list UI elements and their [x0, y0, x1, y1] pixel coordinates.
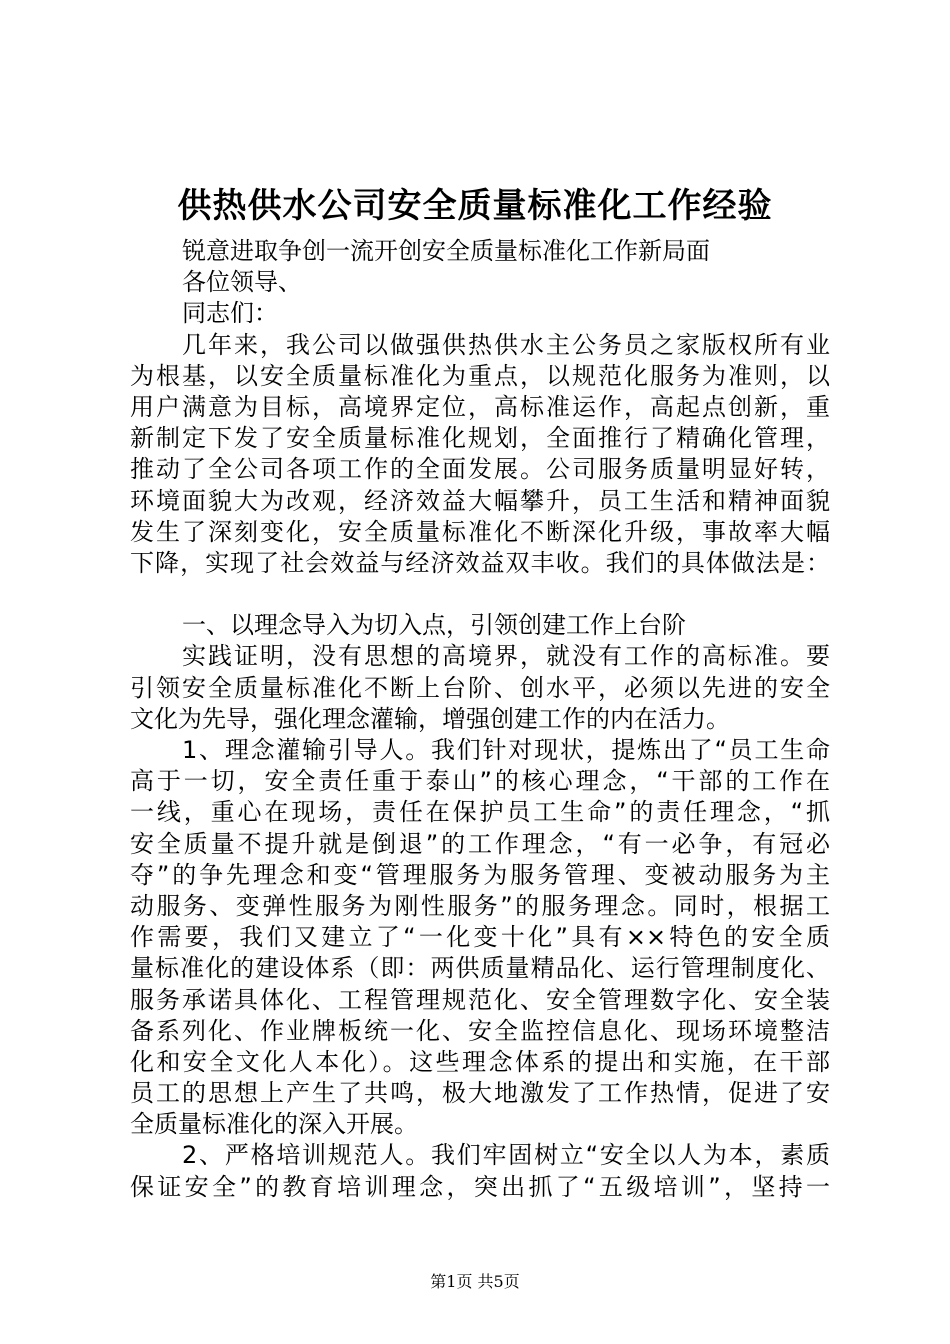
paragraph-line: 发生了深刻变化，安全质量标准化不断深化升级，事故率大幅 — [130, 517, 830, 546]
paragraph-line: 一线，重心在现场，责任在保护员工生命”的责任理念，“抓 — [130, 798, 830, 827]
paragraph-line: 为根基，以安全质量标准化为重点，以规范化服务为准则，以 — [130, 361, 830, 390]
page-footer: 第1页 共5页 — [430, 1272, 520, 1291]
subtitle: 锐意进取争创一流开创安全质量标准化工作新局面 — [182, 237, 710, 265]
paragraph-line: 文化为先导，强化理念灌输，增强创建工作的内在活力。 — [130, 704, 730, 733]
paragraph-line: 全质量标准化的深入开展。 — [130, 1110, 418, 1139]
paragraph-line: 保证安全”的教育培训理念，突出抓了“五级培训”，坚持一 — [130, 1172, 830, 1201]
paragraph-line: 1、理念灌输引导人。我们针对现状，提炼出了“员工生命 — [182, 736, 830, 764]
paragraph-line: 动服务、变弹性服务为刚性服务”的服务理念。同时，根据工 — [130, 891, 830, 920]
section-heading: 一、以理念导入为切入点，引领创建工作上台阶 — [182, 611, 686, 640]
paragraph-line: 夺”的争先理念和变“管理服务为服务管理、变被动服务为主 — [130, 860, 830, 889]
paragraph-line: 用户满意为目标，高境界定位，高标准运作，高起点创新，重 — [130, 392, 830, 421]
paragraph-line: 新制定下发了安全质量标准化规划，全面推行了精确化管理， — [130, 424, 830, 453]
document-title: 供热供水公司安全质量标准化工作经验 — [177, 186, 773, 226]
paragraph-line: 实践证明，没有思想的高境界，就没有工作的高标准。要 — [182, 642, 830, 671]
document-body — [130, 236, 830, 1203]
paragraph-line: 下降，实现了社会效益与经济效益双丰收。我们的具体做法是： — [130, 548, 830, 577]
paragraph-line: 高于一切，安全责任重于泰山”的核心理念，“干部的工作在 — [130, 767, 830, 796]
paragraph-line: 量标准化的建设体系（即：两供质量精品化、运行管理制度化、 — [130, 954, 830, 983]
paragraph-line: 作需要，我们又建立了“一化变十化”具有××特色的安全质 — [130, 923, 830, 952]
paragraph-line: 备系列化、作业牌板统一化、安全监控信息化、现场环境整洁 — [130, 1016, 830, 1045]
salutation-line: 各位领导、 — [182, 268, 302, 297]
paragraph-line: 2、严格培训规范人。我们牢固树立“安全以人为本，素质 — [182, 1141, 830, 1170]
paragraph-line: 环境面貌大为改观，经济效益大幅攀升，员工生活和精神面貌 — [130, 486, 830, 515]
paragraph-gap — [130, 579, 830, 610]
paragraph-line: 安全质量不提升就是倒退”的工作理念，“有一必争，有冠必 — [130, 829, 830, 858]
paragraph-line: 员工的思想上产生了共鸣，极大地激发了工作热情，促进了安 — [130, 1079, 830, 1108]
paragraph-line: 引领安全质量标准化不断上台阶、创水平，必须以先进的安全 — [130, 673, 830, 702]
paragraph-line: 几年来，我公司以做强供热供水主公务员之家版权所有业 — [182, 330, 830, 359]
paragraph-line: 服务承诺具体化、工程管理规范化、安全管理数字化、安全装 — [130, 985, 830, 1014]
paragraph-line: 化和安全文化人本化）。这些理念体系的提出和实施，在干部 — [130, 1047, 830, 1076]
salutation-line: 同志们： — [182, 299, 278, 328]
paragraph-line: 推动了全公司各项工作的全面发展。公司服务质量明显好转， — [130, 455, 830, 484]
